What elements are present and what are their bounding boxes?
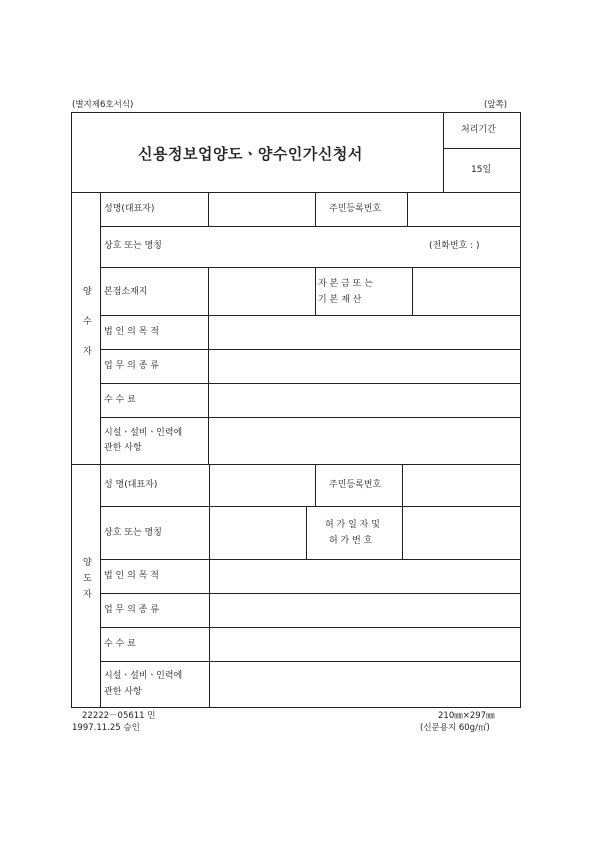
transferee-char-1: 양 <box>83 287 92 297</box>
row-line <box>100 226 521 227</box>
transferor-char-2: 도 <box>83 574 92 584</box>
processing-period-value: 15일 <box>471 165 492 175</box>
transferor-label-column <box>100 464 101 708</box>
col-line <box>315 267 316 315</box>
form-frame <box>71 112 521 708</box>
row-line <box>100 267 521 268</box>
form-number: (별지제6호서식) <box>72 100 134 110</box>
transferee-phone-label: (전화번호 : ) <box>429 241 480 251</box>
transferee-address-label: 본점소재지 <box>104 287 148 297</box>
processing-period-label: 처리기간 <box>461 125 496 135</box>
col-line <box>208 267 209 464</box>
transferor-name-label: 성 명(대표자) <box>104 480 158 490</box>
transferor-license-label-1: 허 가 일 자 및 <box>325 520 380 530</box>
transferee-facilities-label-2: 관한 사항 <box>104 443 142 453</box>
transferor-fee-label: 수 수 료 <box>104 639 136 649</box>
transferor-facilities-label-1: 시설ㆍ설비ㆍ인력에 <box>104 671 183 681</box>
row-line <box>100 315 521 316</box>
transferee-capital-label-2: 기 본 재 산 <box>318 295 362 305</box>
col-line <box>208 192 209 226</box>
transferee-business-label: 업 무 의 종 류 <box>104 361 159 371</box>
row-line <box>100 383 521 384</box>
form-title: 신용정보업양도ㆍ양수인가신청서 <box>138 145 363 163</box>
transferor-trade-name-label: 상호 또는 명칭 <box>104 528 162 538</box>
transferor-purpose-label: 법 인 의 목 적 <box>104 571 159 581</box>
transferor-resident-no-label: 주민등록번호 <box>329 480 382 490</box>
page-side: (앞쪽) <box>484 100 508 110</box>
transferor-business-label: 업 무 의 종 류 <box>104 605 159 615</box>
footer-code: 22222－05611 민 <box>82 711 156 721</box>
transferor-license-label-2: 허 가 번 호 <box>329 536 373 546</box>
transferee-trade-name-label: 상호 또는 명칭 <box>104 241 162 251</box>
row-line <box>100 661 521 662</box>
transferor-char-3: 자 <box>83 590 92 600</box>
processing-split <box>443 148 521 149</box>
transferee-resident-no-label: 주민등록번호 <box>329 204 382 214</box>
col-line <box>407 192 408 226</box>
col-line <box>402 464 403 506</box>
transferor-facilities-label-2: 관한 사항 <box>104 687 142 697</box>
col-line <box>209 464 210 708</box>
transferee-fee-label: 수 수 료 <box>104 395 136 405</box>
transferor-char-1: 양 <box>83 558 92 568</box>
transferee-facilities-label-1: 시설ㆍ설비ㆍ인력에 <box>104 428 183 438</box>
transferee-char-3: 자 <box>83 347 92 357</box>
row-line <box>100 559 521 560</box>
transferee-label-column <box>100 192 101 464</box>
row-line <box>100 506 521 507</box>
col-line <box>315 192 316 226</box>
col-line <box>315 464 316 506</box>
col-line <box>306 506 307 559</box>
section-divider <box>71 464 521 465</box>
row-line <box>100 627 521 628</box>
row-line <box>100 417 521 418</box>
processing-divider <box>443 112 444 192</box>
row-line <box>100 593 521 594</box>
row-line <box>100 349 521 350</box>
footer-approval: 1997.11.25 승인 <box>72 723 140 733</box>
col-line <box>412 267 413 315</box>
transferee-char-2: 수 <box>83 317 92 327</box>
footer-paper: (신문용지 60g/㎡) <box>420 723 490 733</box>
transferee-capital-label-1: 자 본 금 또 는 <box>318 279 373 289</box>
transferee-name-label: 성명(대표자) <box>104 204 155 214</box>
transferee-purpose-label: 법 인 의 목 적 <box>104 327 159 337</box>
title-bottom-line <box>71 192 521 193</box>
footer-size: 210㎜×297㎜ <box>438 711 495 721</box>
col-line <box>402 506 403 559</box>
